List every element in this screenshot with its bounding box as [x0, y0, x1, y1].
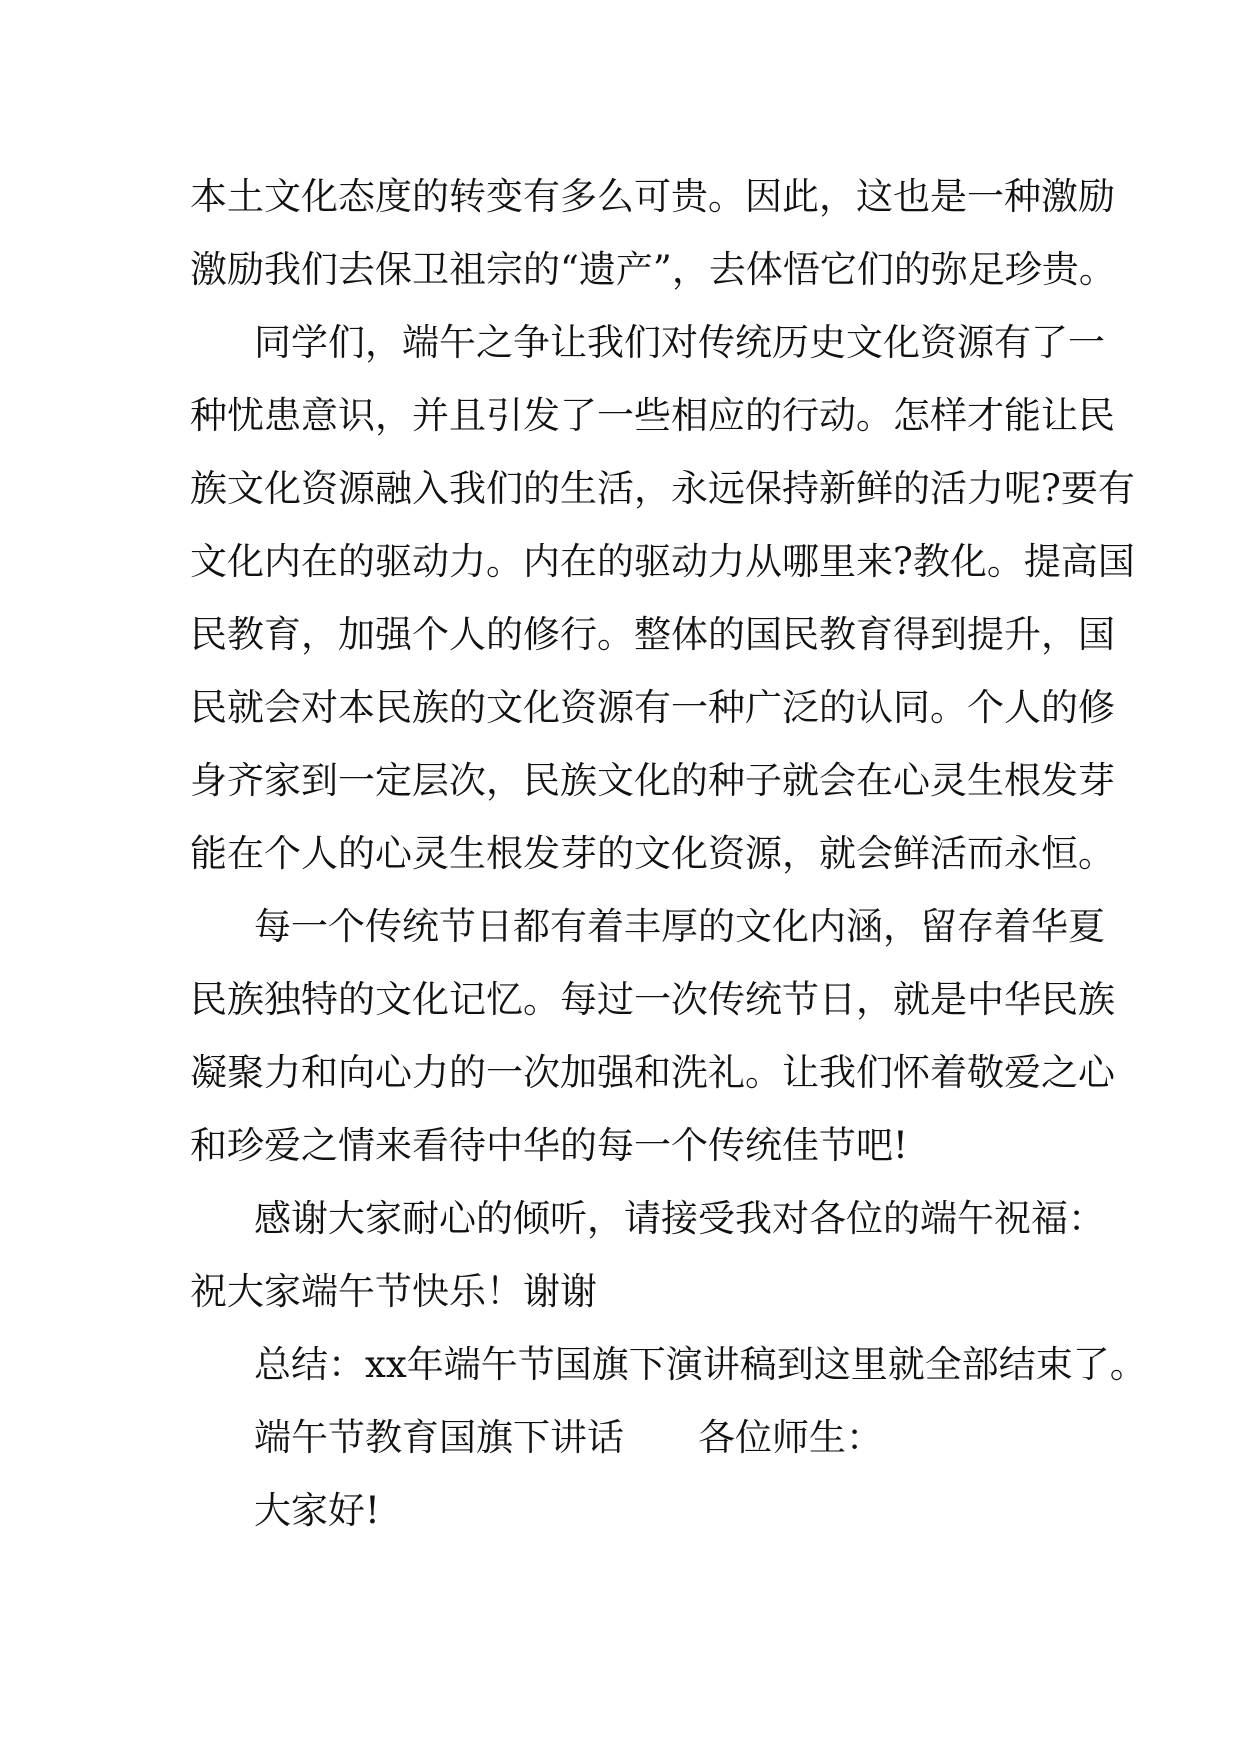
text-line: 祝大家端午节快乐！谢谢: [190, 1270, 597, 1313]
text-line: 激励我们去保卫祖宗的“遗产”，去体悟它们的弥足珍贵。: [190, 248, 1116, 291]
paragraph-start-line: 感谢大家耐心的倾听，请接受我对各位的端午祝福：: [254, 1197, 1105, 1240]
greeting-line: 大家好!: [254, 1489, 380, 1532]
paragraph-start-line: 同学们，端午之争让我们对传统历史文化资源有了一: [254, 321, 1105, 364]
text-line: 民族独特的文化记忆。每过一次传统节日，就是中华民族: [190, 978, 1115, 1021]
text-line: 文化内在的驱动力。内在的驱动力从哪里来?教化。提高国: [190, 540, 1135, 583]
document-body: [190, 160, 1147, 1547]
text-line: 民教育，加强个人的修行。整体的国民教育得到提升，国: [190, 613, 1115, 656]
speech-title-line: 端午节教育国旗下讲话 各位师生：: [254, 1416, 883, 1459]
text-line: 族文化资源融入我们的生活，永远保持新鲜的活力呢?要有: [190, 467, 1135, 510]
text-line: 民就会对本民族的文化资源有一种广泛的认同。个人的修: [190, 686, 1115, 729]
text-line: 身齐家到一定层次，民族文化的种子就会在心灵生根发芽: [190, 759, 1115, 802]
text-line: 种忧患意识，并且引发了一些相应的行动。怎样才能让民: [190, 394, 1115, 437]
text-line: 本土文化态度的转变有多么可贵。因此，这也是一种激励: [190, 175, 1115, 218]
text-line: 凝聚力和向心力的一次加强和洗礼。让我们怀着敬爱之心: [190, 1051, 1115, 1094]
summary-line: 总结：xx年端午节国旗下演讲稿到这里就全部结束了。: [254, 1343, 1147, 1386]
text-line: 和珍爱之情来看待中华的每一个传统佳节吧!: [190, 1124, 908, 1167]
paragraph-start-line: 每一个传统节日都有着丰厚的文化内涵，留存着华夏: [254, 905, 1105, 948]
text-line: 能在个人的心灵生根发芽的文化资源，就会鲜活而永恒。: [190, 832, 1115, 875]
